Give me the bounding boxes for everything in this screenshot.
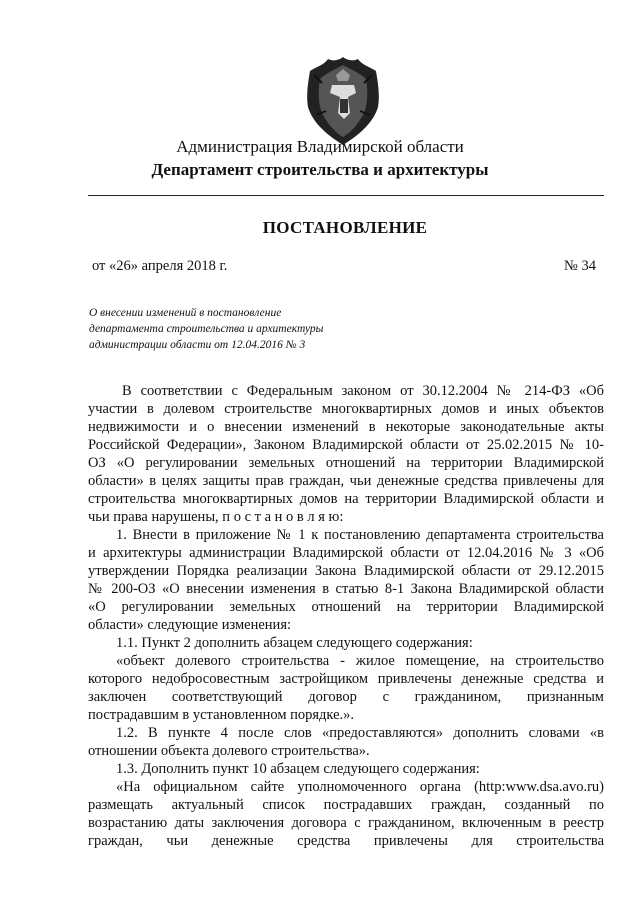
body-line: пострадавшим в установленном порядке.». [88, 707, 355, 723]
body-line: строительства многоквартирных домов на территории Владимирской области и [88, 491, 604, 507]
subject-line: департамента строительства и архитектуры [89, 323, 324, 335]
body-line: 1.3. Дополнить пункт 10 абзацем следующего содержания: [116, 761, 480, 777]
body-line: № 200-ОЗ «О внесении изменения в статью 8-1 Закона Владимирской области [88, 581, 604, 597]
body-line: размещать актуальный список пострадавших граждан, созданный по [88, 797, 604, 813]
subject-line: администрации области от 12.04.2016 № 3 [89, 339, 306, 351]
body-line: недвижимости и о внесении изменений в некоторые законодательные акты [88, 419, 604, 435]
body-line: ОЗ «О регулировании земельных отношений на территории Владимирской [88, 455, 604, 471]
body-line: участии в долевом строительстве многоквартирных домов и иных объектов [88, 401, 604, 417]
coat-of-arms-icon [302, 55, 384, 147]
body-line: граждан, чьи денежные средства привлечены для строительства [88, 833, 604, 849]
body-line: «объект долевого строительства - жилое помещение, на строительство [116, 653, 604, 669]
body-line: области» следующие изменения: [88, 617, 292, 633]
document-date: от «26» апреля 2018 г. [92, 258, 228, 274]
subject-line: О внесении изменений в постановление [89, 307, 282, 319]
body-line: 1.1. Пункт 2 дополнить абзацем следующего содержания: [116, 635, 473, 651]
body-line: заключен соответствующий договор с гражданином, признанным [88, 689, 604, 705]
body-line: В соответствии с Федеральным законом от 30.12.2004 № 214-ФЗ «Об [122, 383, 604, 399]
document-body [88, 382, 604, 850]
document-number: № 34 [564, 258, 596, 274]
department-name: Департамент строительства и архитектуры [151, 160, 489, 179]
body-line: 1. Внести в приложение № 1 к постановлению департамента строительства [116, 527, 604, 543]
document-title: ПОСТАНОВЛЕНИЕ [262, 218, 428, 237]
body-line: Российской Федерации», Законом Владимирской области от 25.02.2015 № 10- [88, 437, 604, 453]
body-line: отношении объекта долевого строительства». [88, 743, 370, 759]
body-line: которого недобросовестным застройщиком привлечены денежные средства и [88, 671, 604, 687]
body-line: «О регулировании земельных отношений на территории Владимирской [88, 599, 604, 615]
body-line: «На официальном сайте уполномоченного органа (http:www.dsa.avo.ru) [116, 779, 604, 795]
body-line: и архитектуры администрации Владимирской области от 12.04.2016 № 3 «Об [88, 545, 604, 561]
body-line: утверждении Порядка реализации Закона Владимирской области от 29.12.2015 [88, 563, 604, 579]
organization-name: Администрация Владимирской области [176, 137, 464, 156]
body-line: области» в целях защиты прав граждан, чьи денежные средства привлечены для [88, 473, 604, 489]
header-divider [88, 195, 604, 196]
body-line: возрастанию даты заключения договора с гражданином, включенным в реестр [88, 815, 604, 831]
document-subject [89, 305, 389, 353]
body-line: чьи права нарушены, п о с т а н о в л я ю: [88, 509, 344, 525]
body-line: 1.2. В пункте 4 после слов «предоставляются» дополнить словами «в [116, 725, 604, 741]
